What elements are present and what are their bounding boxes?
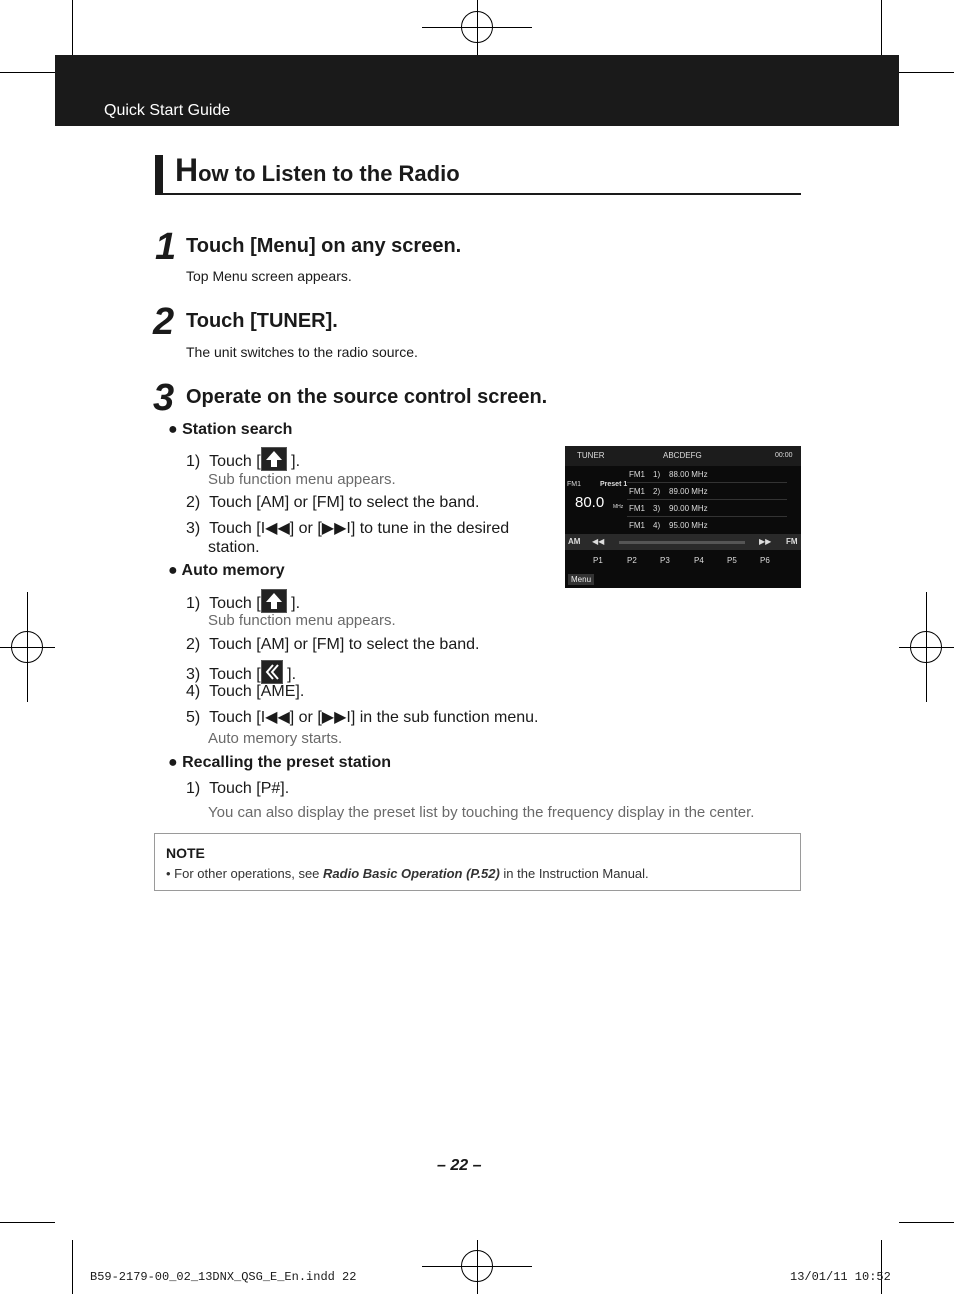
preset-button: P2 — [627, 556, 637, 565]
list-freq: 90.00 MHz — [669, 504, 708, 513]
item-text: Touch [AM] or [FM] to select the band. — [209, 636, 480, 653]
list-index: 1) — [653, 470, 661, 479]
list-item — [186, 447, 300, 471]
preset-button: P5 — [727, 556, 737, 565]
step-description: The unit switches to the radio source. — [186, 344, 418, 360]
item-note: Auto memory starts. — [208, 730, 343, 747]
list-item — [186, 683, 304, 701]
page-number: – 22 – — [437, 1157, 482, 1174]
registration-mark — [910, 631, 942, 663]
item-text: Touch [ — [209, 666, 261, 683]
item-number: 1) — [186, 780, 201, 797]
source-label: TUNER — [577, 451, 605, 460]
bullet-icon: ● — [168, 562, 178, 579]
registration-mark — [461, 11, 493, 43]
list-freq: 95.00 MHz — [669, 521, 708, 530]
crop-mark — [881, 0, 882, 55]
item-text-continued: station. — [208, 539, 260, 556]
note-reference: Radio Basic Operation (P.52) — [323, 866, 500, 881]
section-label: Station search — [182, 421, 293, 438]
item-note: Sub function menu appears. — [208, 612, 396, 629]
section-label: Recalling the preset station — [182, 754, 392, 771]
item-text: Touch [P#]. — [209, 780, 290, 797]
preset-button: P4 — [694, 556, 704, 565]
item-number: 2) — [186, 636, 201, 653]
item-number: 3) — [186, 666, 201, 683]
list-freq: 88.00 MHz — [669, 470, 708, 479]
crop-mark — [899, 72, 954, 73]
item-text: ]. — [286, 595, 301, 612]
sub-menu-up-arrow-icon — [261, 447, 287, 471]
station-search-heading — [168, 421, 292, 439]
bullet-icon: ● — [168, 754, 178, 771]
preset-button: P1 — [593, 556, 603, 565]
list-item — [186, 780, 289, 798]
list-index: 2) — [653, 487, 661, 496]
item-number: 4) — [186, 683, 201, 700]
station-name: ABCDEFG — [663, 451, 702, 460]
preset-button: P6 — [760, 556, 770, 565]
note-suffix: in the Instruction Manual. — [499, 866, 649, 881]
frequency-unit: MHz — [613, 504, 624, 510]
note-box — [154, 833, 801, 891]
crop-mark — [881, 1240, 882, 1294]
note-text — [166, 866, 649, 881]
item-text: ]. — [286, 453, 301, 470]
print-datetime: 13/01/11 10:52 — [790, 1270, 891, 1284]
crop-mark — [0, 1222, 55, 1223]
title-rest: ow to Listen to the Radio — [198, 161, 460, 186]
file-info: B59-2179-00_02_13DNX_QSG_E_En.indd 22 — [90, 1270, 357, 1284]
item-text: Touch [AM] or [FM] to select the band. — [209, 494, 480, 511]
crop-mark — [72, 0, 73, 55]
list-freq: 89.00 MHz — [669, 487, 708, 496]
menu-button: Menu — [568, 574, 594, 585]
list-item — [186, 636, 479, 654]
tuning-bar — [619, 541, 745, 544]
list-item — [186, 660, 296, 684]
auto-memory-heading — [168, 562, 285, 580]
item-text: Touch [AME]. — [209, 683, 305, 700]
note-prefix: • For other operations, see — [166, 866, 324, 881]
item-text: ]. — [282, 666, 297, 683]
list-index: 4) — [653, 521, 661, 530]
page-title — [175, 152, 460, 189]
list-band: FM1 — [629, 487, 645, 496]
list-index: 3) — [653, 504, 661, 513]
list-item — [627, 502, 787, 517]
step-number: 1 — [155, 226, 177, 268]
seek-forward-button: ▶▶ — [759, 537, 772, 546]
crop-mark — [72, 1240, 73, 1294]
step-number: 3 — [153, 377, 175, 419]
registration-mark — [11, 631, 43, 663]
frequency-display: 80.0 — [575, 494, 605, 511]
preset-list — [627, 468, 787, 533]
item-number: 1) — [186, 595, 201, 612]
note-label: NOTE — [166, 845, 205, 861]
registration-mark — [461, 1250, 493, 1282]
fm-button: FM — [786, 537, 798, 546]
list-item — [186, 518, 509, 538]
title-initial: H — [175, 152, 199, 188]
list-band: FM1 — [629, 504, 645, 513]
item-text: Touch [I◀◀] or [▶▶I] to tune in the desired — [209, 520, 510, 537]
double-chevron-left-icon — [261, 660, 283, 684]
item-number: 5) — [186, 709, 201, 726]
seek-back-button: ◀◀ — [592, 537, 605, 546]
crop-mark — [899, 1222, 954, 1223]
title-rule — [155, 193, 801, 195]
list-band: FM1 — [629, 521, 645, 530]
step-heading: Operate on the source control screen. — [186, 386, 548, 408]
step-description: Top Menu screen appears. — [186, 268, 352, 284]
preset-label: Preset 1 — [600, 481, 628, 488]
list-item — [627, 519, 787, 533]
item-text: Touch [I◀◀] or [▶▶I] in the sub function menu. — [209, 709, 539, 726]
clock: 00:00 — [775, 452, 793, 459]
item-number: 1) — [186, 453, 201, 470]
crop-mark — [0, 72, 55, 73]
item-text: Touch [ — [209, 453, 261, 470]
sub-menu-up-arrow-icon — [261, 589, 287, 613]
bullet-icon: ● — [168, 421, 178, 438]
list-item — [627, 468, 787, 483]
guide-label: Quick Start Guide — [104, 102, 231, 119]
item-number: 2) — [186, 494, 201, 511]
list-item — [186, 494, 479, 512]
tuner-screen-image — [565, 446, 801, 588]
list-item — [186, 589, 300, 613]
step-heading: Touch [TUNER]. — [186, 310, 338, 332]
title-accent-bar — [155, 155, 163, 195]
list-band: FM1 — [629, 470, 645, 479]
preset-button: P3 — [660, 556, 670, 565]
band-label: FM1 — [567, 481, 581, 488]
item-note: You can also display the preset list by touching the frequency display in the center. — [208, 804, 755, 821]
item-note: Sub function menu appears. — [208, 471, 396, 488]
list-item — [627, 485, 787, 500]
list-item — [186, 707, 539, 727]
item-number: 3) — [186, 520, 201, 537]
preset-heading — [168, 754, 391, 772]
am-button: AM — [568, 537, 581, 546]
step-number: 2 — [153, 301, 175, 343]
section-label: Auto memory — [181, 562, 285, 579]
step-heading: Touch [Menu] on any screen. — [186, 235, 462, 257]
item-text: Touch [ — [209, 595, 261, 612]
